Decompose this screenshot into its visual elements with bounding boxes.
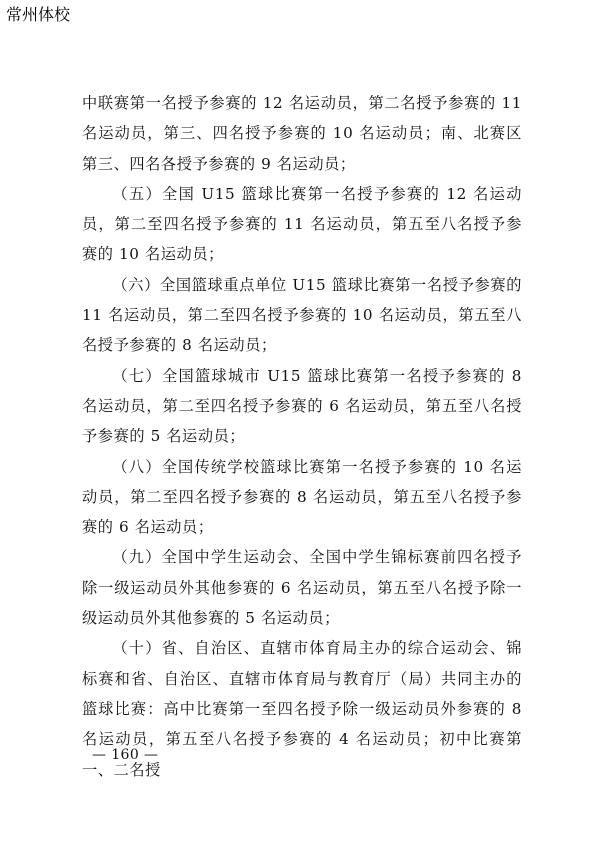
paragraph-item-8: （八）全国传统学校篮球比赛第一名授予参赛的 10 名运动员，第二至四名授予参赛的 8 名运动员，第五至八名授予参赛的 6 名运动员；	[82, 457, 522, 537]
page-number: — 160 —	[92, 747, 159, 763]
document-body	[82, 88, 522, 785]
paragraph-item-5: （五）全国 U15 篮球比赛第一名授予参赛的 12 名运动员，第二至四名授予参赛的 11 名运动员，第五至八名授予参赛的 10 名运动员；	[82, 184, 522, 264]
header-title: 常州体校	[6, 5, 71, 24]
paragraph-item-7: （七）全国篮球城市 U15 篮球比赛第一名授予参赛的 8 名运动员，第二至四名授予参赛的 6 名运动员，第五至八名授予参赛的 5 名运动员；	[82, 366, 522, 446]
paragraph-continuation: 中联赛第一名授予参赛的 12 名运动员，第二名授予参赛的 11 名运动员，第三、四名授予参赛的 10 名运动员；南、北赛区第三、四名各授予参赛的 9 名运动员；	[82, 94, 522, 173]
paragraph-item-9: （九）全国中学生运动会、全国中学生锦标赛前四名授予除一级运动员外其他参赛的 6 名运动员，第五至八名授予除一级运动员外其他参赛的 5 名运动员；	[82, 548, 522, 628]
paragraph-item-6: （六）全国篮球重点单位 U15 篮球比赛第一名授予参赛的 11 名运动员，第二至四名授予参赛的 10 名运动员，第五至八名授予参赛的 8 名运动员；	[82, 275, 522, 355]
paragraph-item-10: （十）省、自治区、直辖市体育局主办的综合运动会、锦标赛和省、自治区、直辖市体育局与教育厅（局）共同主办的篮球比赛：高中比赛第一至四名授予除一级运动员外参赛的 8 名运动员，第五至八名授予参赛的 4 名运动员；初中比赛第一、二名授	[82, 639, 522, 779]
